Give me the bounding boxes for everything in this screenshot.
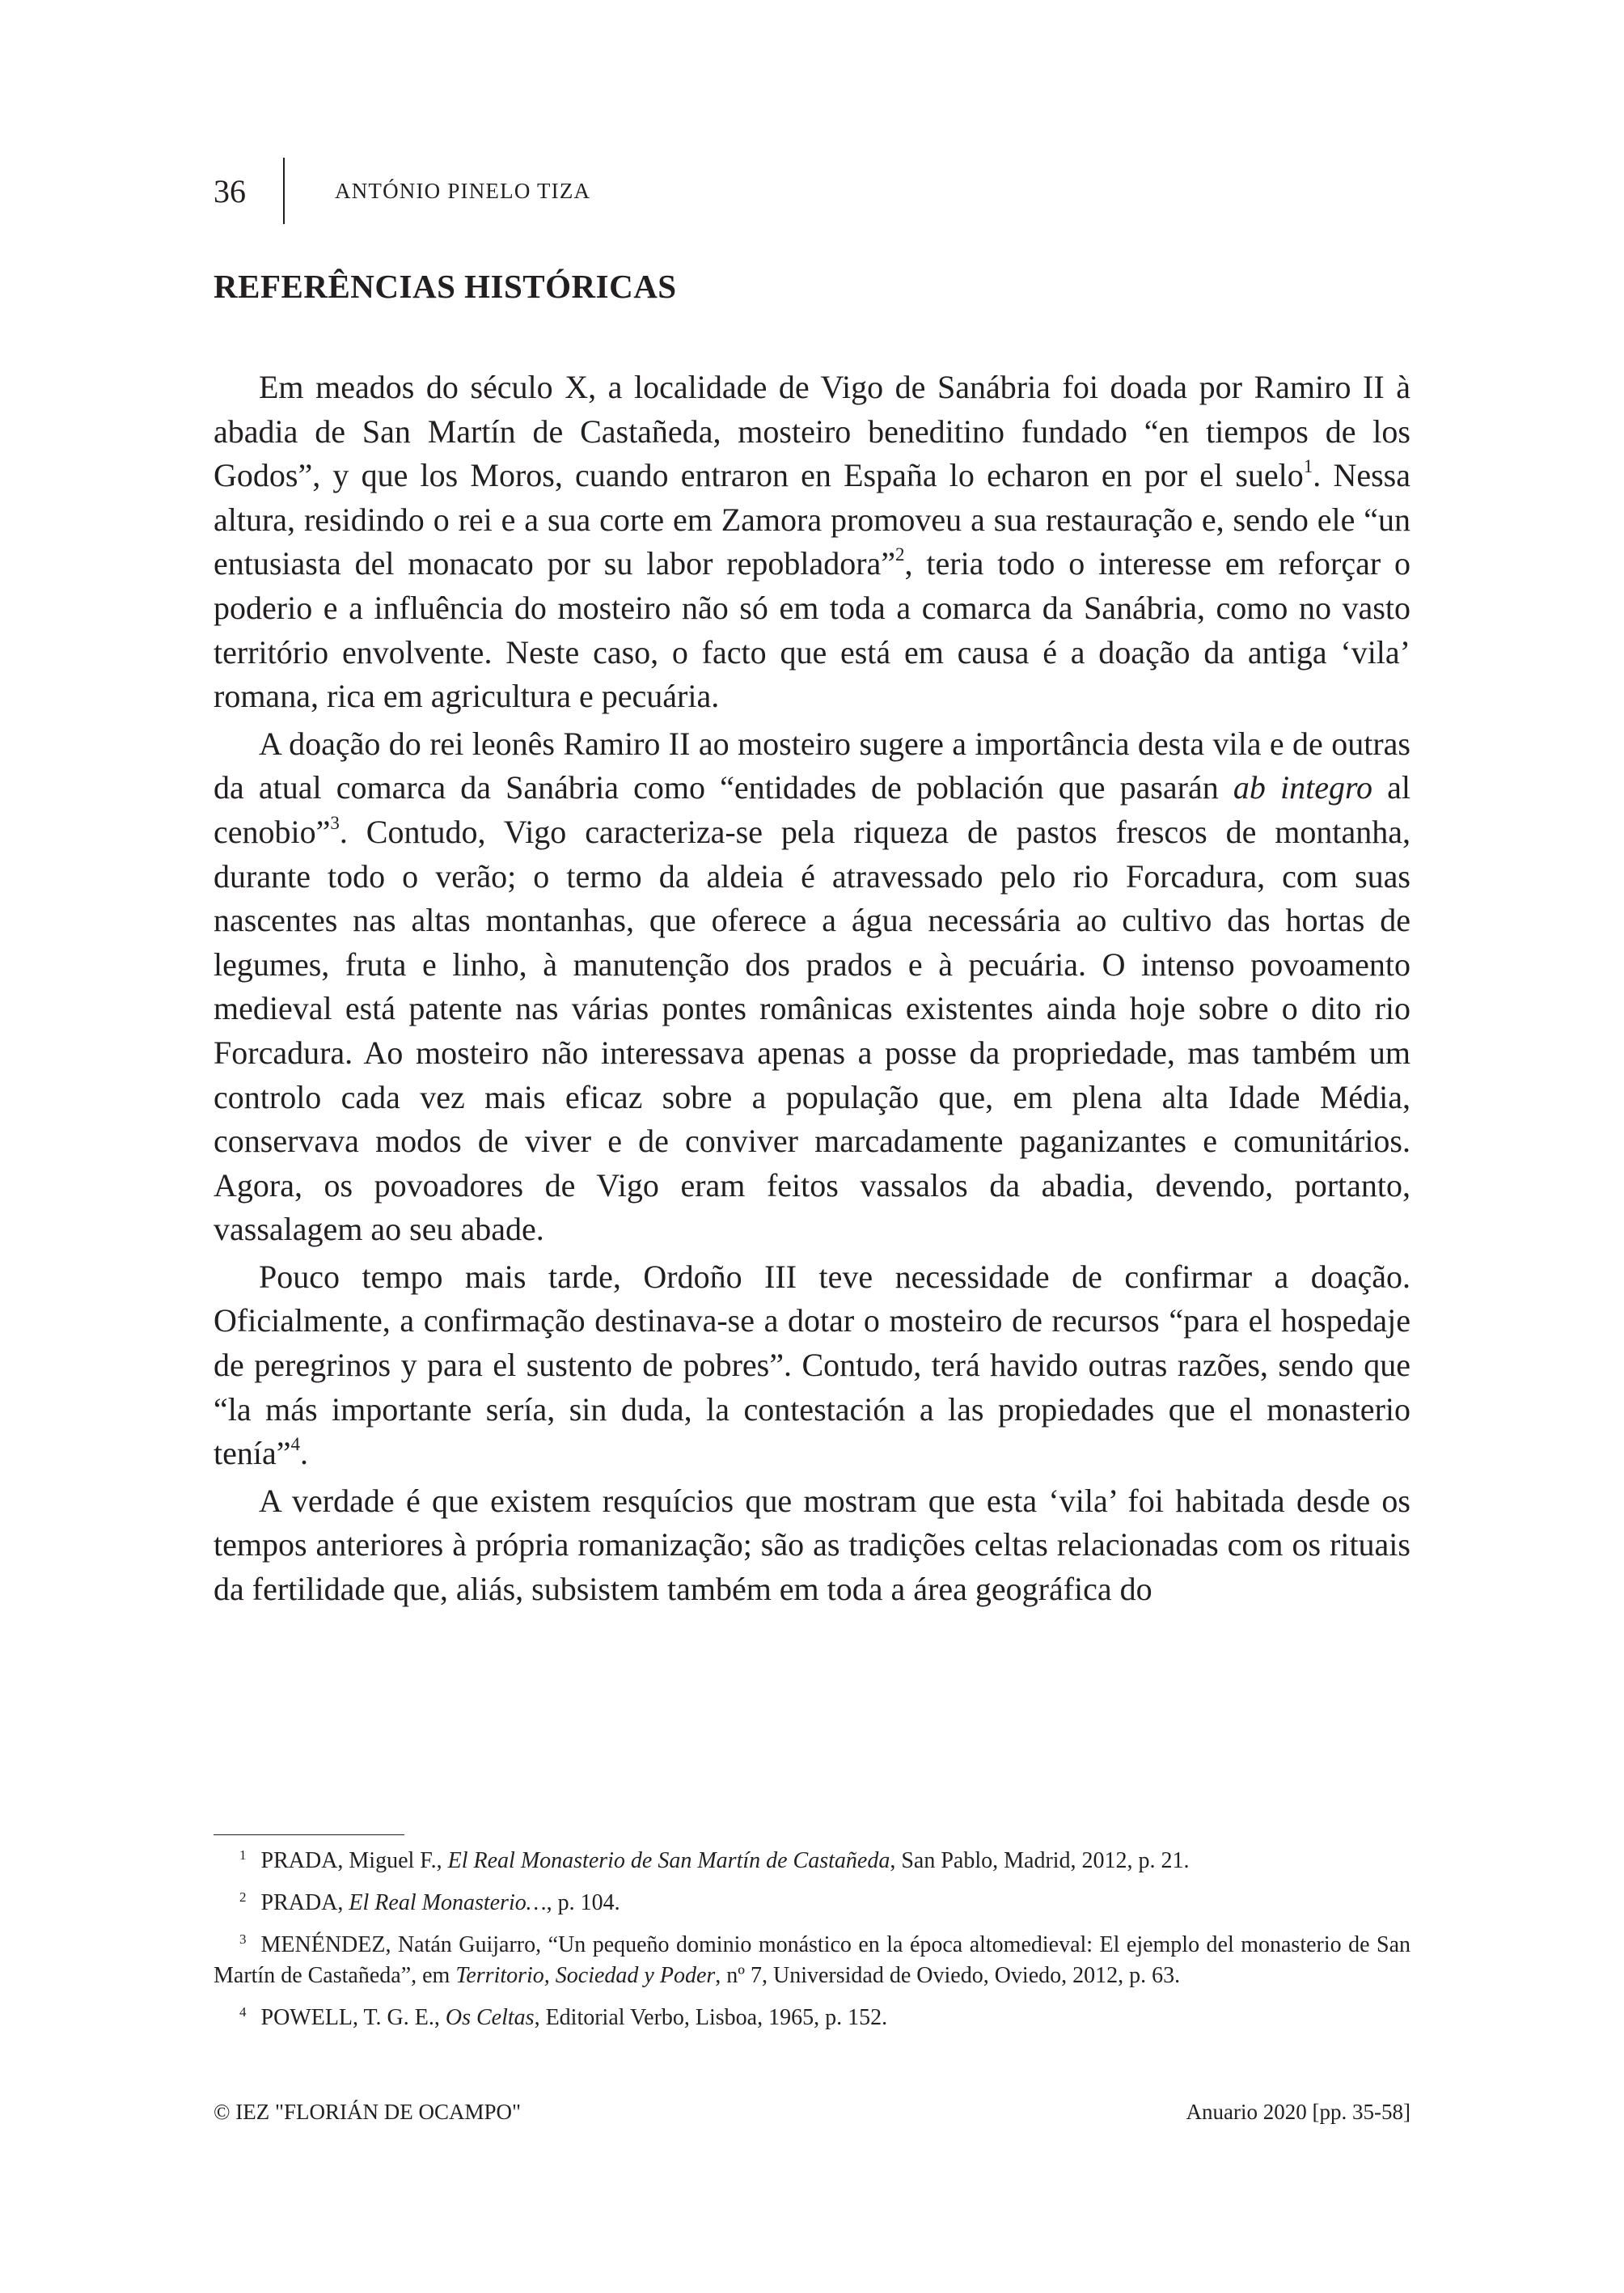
paragraph xyxy=(214,722,1410,1252)
text-run: . xyxy=(300,1435,308,1472)
footer-copyright: © IEZ "FLORIÁN DE OCAMPO" xyxy=(214,2100,522,2124)
paragraph xyxy=(214,1255,1410,1476)
page-number: 36 xyxy=(214,172,246,209)
footnote-title: El Real Monasterio de San Martín de Castañeda xyxy=(447,1848,890,1873)
text-run: A doação do rei leonês Ramiro II ao mosteiro sugere a importância desta vila e de outras da atual comarca da Sanábria como “entidades de población que pasarán xyxy=(214,725,1410,806)
footnote-number: 3 xyxy=(239,1931,247,1947)
section-title: REFERÊNCIAS HISTÓRICAS xyxy=(214,268,677,305)
footnotes xyxy=(214,1846,1410,2045)
footnote-title: Territorio, Sociedad y Poder xyxy=(455,1963,716,1988)
footnote-text: , p. 104. xyxy=(546,1890,620,1915)
text-run: , teria todo o interesse em reforçar o poderio e a influência do mosteiro não só em toda a comarca da Sanábria, como no vasto território envolvente. Neste caso, o facto que está em causa é a doação da antiga ‘vila’ romana, rica em agricultura e pecuária. xyxy=(214,545,1410,715)
footer-issue: Anuario 2020 [pp. 35-58] xyxy=(1186,2100,1410,2124)
footnote-ref[interactable]: 1 xyxy=(1303,456,1313,477)
header-divider xyxy=(283,158,285,224)
body-text xyxy=(214,366,1410,1612)
footnote-ref[interactable]: 3 xyxy=(330,812,340,833)
footnote-text: , Editorial Verbo, Lisboa, 1965, p. 152. xyxy=(534,2005,888,2030)
footnote-ref[interactable]: 4 xyxy=(290,1434,300,1455)
footnote-text: , nº 7, Universidad de Oviedo, Oviedo, 2012, p. 63. xyxy=(715,1963,1181,1988)
footnote-text: POWELL, T. G. E., xyxy=(260,2005,446,2030)
page-footer xyxy=(214,2100,1410,2125)
footnote xyxy=(214,1930,1410,1991)
footnote xyxy=(214,1846,1410,1876)
running-head: ANTÓNIO PINELO TIZA xyxy=(335,178,591,203)
footnote xyxy=(214,1888,1410,1919)
footnote-text: PRADA, Miguel F., xyxy=(260,1848,448,1873)
italic-term: ab integro xyxy=(1233,769,1373,806)
footnote-title: Os Celtas xyxy=(445,2005,535,2030)
text-run: A verdade é que existem resquícios que mostram que esta ‘vila’ foi habitada desde os tempos anteriores à própria romanização; são as tradições celtas relacionadas com os rituais da fertilidade que, aliás, subsistem também em toda a área geográfica do xyxy=(214,1482,1410,1608)
paragraph xyxy=(214,366,1410,719)
text-run: . Nessa altura, residindo o rei e a sua corte em Zamora promoveu a sua restauração e, sendo ele “un entusiasta del monacato por su labor repobladora” xyxy=(214,457,1410,582)
footnote-text: PRADA, xyxy=(260,1890,349,1915)
footnote-ref[interactable]: 2 xyxy=(895,544,905,565)
footnote-divider xyxy=(214,1834,404,1835)
footnote xyxy=(214,2003,1410,2033)
footnote-text: , San Pablo, Madrid, 2012, p. 21. xyxy=(890,1848,1190,1873)
text-run: Pouco tempo mais tarde, Ordoño III teve necessidade de confirmar a doação. Oficialmente, a confirmação destinava-se a dotar o mosteiro de recursos “para el hospedaje de peregrinos y para el sustento de pobres”. Contudo, terá havido outras razões, sendo que “la más importante sería, sin duda, la contestación a las propiedades que el monasterio tenía” xyxy=(214,1258,1410,1472)
paragraph xyxy=(214,1479,1410,1612)
text-run: al cenobio” xyxy=(214,769,1411,850)
text-run: . Contudo, Vigo caracteriza-se pela riqueza de pastos frescos de montanha, durante todo o verão; o termo da aldeia é atravessado pelo rio Forcadura, com suas nascentes nas altas montanhas, que oferece a água necessária ao cultivo das hortas de legumes, fruta e linho, à manutenção dos prados e à pecuária. O intenso povoamento medieval está patente nas várias pontes românicas existentes ainda hoje sobre o dito rio Forcadura. Ao mosteiro não interessava apenas a posse da propriedade, mas também um controlo cada vez mais eficaz sobre a população que, em plena alta Idade Média, conservava modos de viver e de conviver marcadamente paganizantes e comunitários. Agora, os povoadores de Vigo eram feitos vassalos da abadia, devendo, portanto, vassalagem ao seu abade. xyxy=(214,813,1410,1248)
footnote-title: El Real Monasterio… xyxy=(349,1890,547,1915)
footnote-number: 4 xyxy=(239,2004,247,2020)
text-run: Em meados do século X, a localidade de Vigo de Sanábria foi doada por Ramiro II à abadia de San Martín de Castañeda, mosteiro beneditino fundado “en tiempos de los Godos”, y que los Moros, cuando entraron en España lo echaron en por el suelo xyxy=(214,369,1410,494)
footnote-number: 1 xyxy=(239,1847,247,1863)
footnote-text: MENÉNDEZ, Natán Guijarro, “Un pequeño dominio monástico en la época altomedieval: El ejemplo del monasterio de San Martín de Castañeda”, em xyxy=(214,1932,1410,1988)
footnote-number: 2 xyxy=(239,1889,247,1905)
page-header xyxy=(214,162,590,220)
